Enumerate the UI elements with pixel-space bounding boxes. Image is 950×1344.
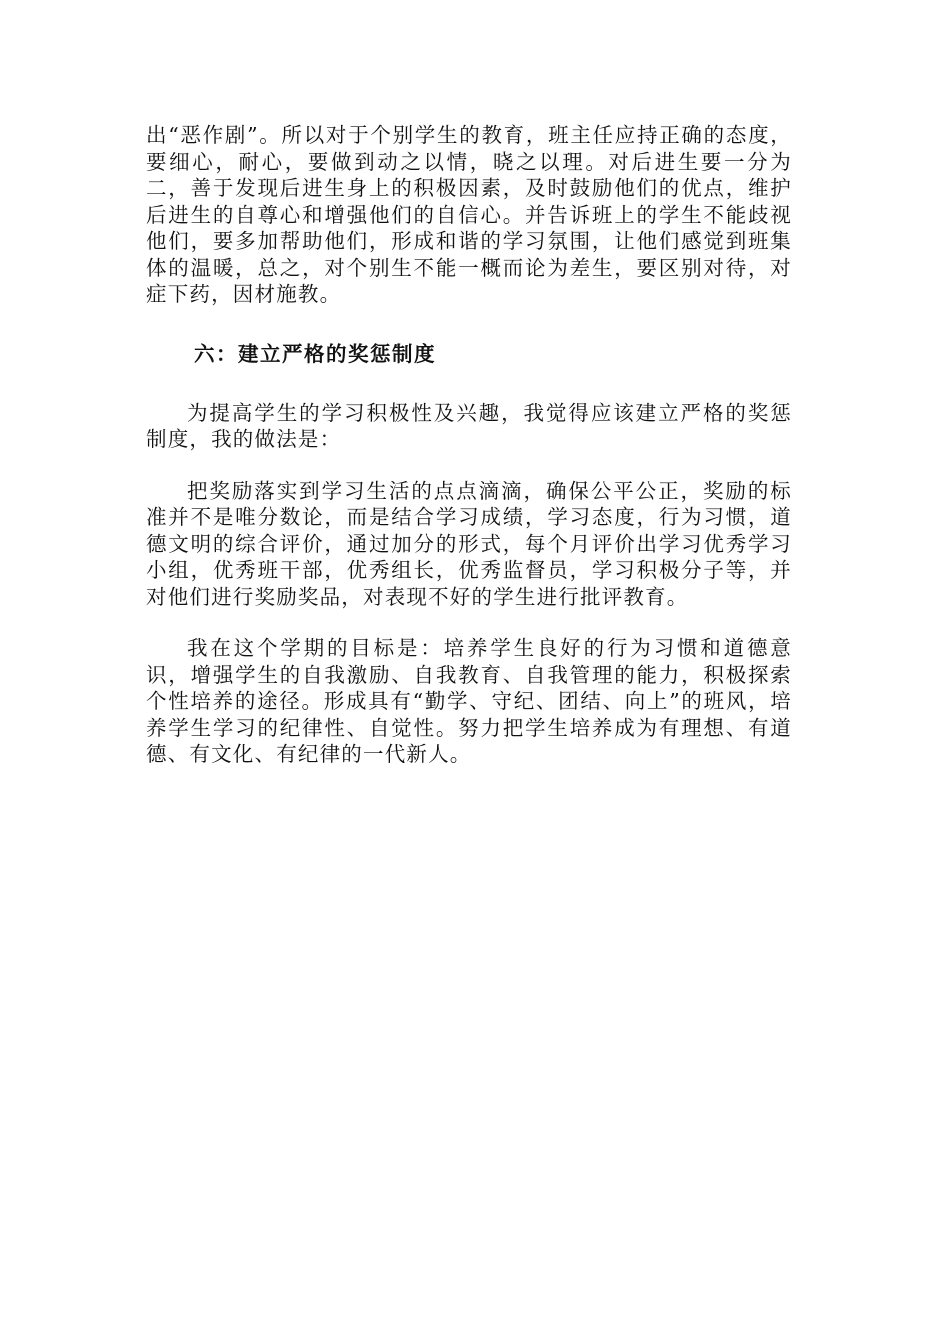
paragraph-semester-goal: 我在这个学期的目标是：培养学生良好的行为习惯和道德意识，增强学生的自我激励、自我教育、自我管理的能力，积极探索个性培养的途径。形成具有“勤学、守纪、团结、向上”的班风，培养学生学习的纪律性、自觉性。努力把学生培养成为有理想、有道德、有文化、有纪律的一代新人。 (146, 636, 792, 766)
document-body (146, 122, 792, 768)
paragraph-reward-intro: 为提高学生的学习积极性及兴趣，我觉得应该建立严格的奖惩制度，我的做法是： (146, 400, 792, 451)
section-heading-six: 六：建立严格的奖惩制度 (194, 341, 436, 366)
paragraph-reward-method: 把奖励落实到学习生活的点点滴滴，确保公平公正，奖励的标准并不是唯分数论，而是结合学习成绩，学习态度，行为习惯，道德文明的综合评价，通过加分的形式，每个月评价出学习优秀学习小组，优秀班干部，优秀组长，优秀监督员，学习积极分子等，并对他们进行奖励奖品，对表现不好的学生进行批评教育。 (146, 478, 792, 609)
paragraph-continuation: 出“恶作剧”。所以对于个别学生的教育，班主任应持正确的态度，要细心，耐心，要做到动之以情，晓之以理。对后进生要一分为二，善于发现后进生身上的积极因素，及时鼓励他们的优点，维护后进生的自尊心和增强他们的自信心。并告诉班上的学生不能歧视他们，要多加帮助他们，形成和谐的学习氛围，让他们感觉到班集体的温暖，总之，对个别生不能一概而论为差生，要区别对待，对症下药，因材施教。 (146, 123, 792, 306)
